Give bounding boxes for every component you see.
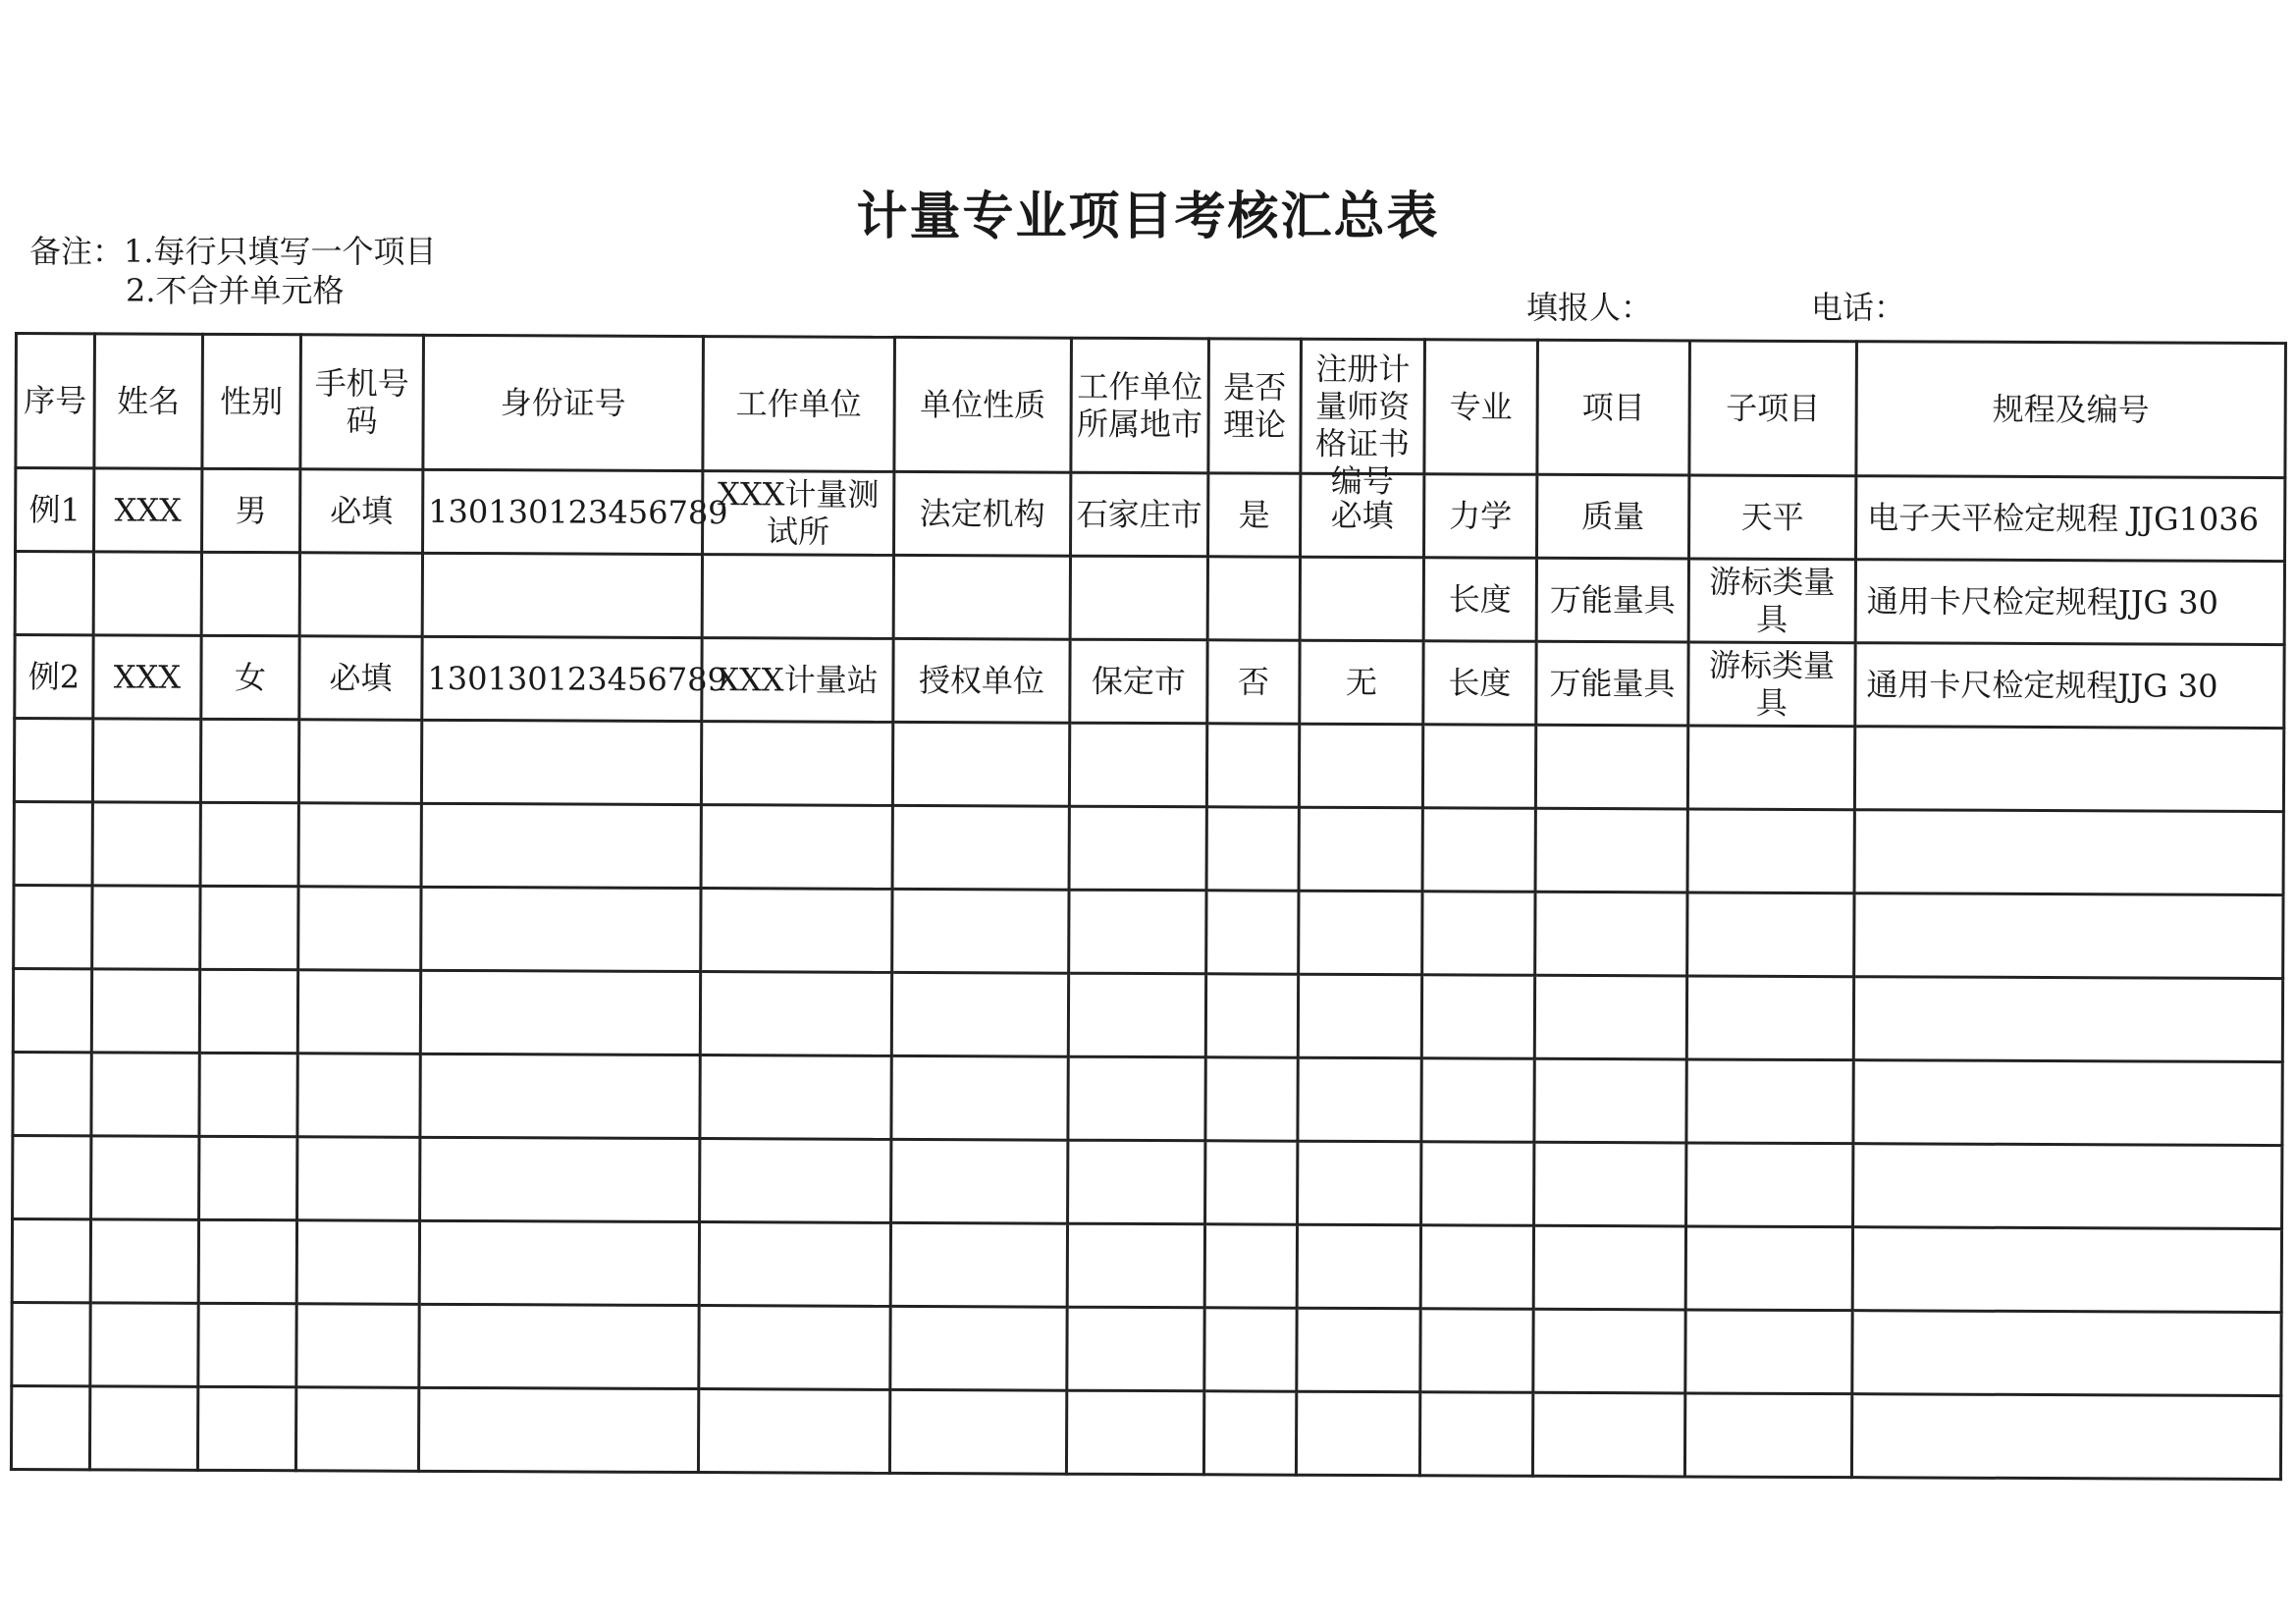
header-sub-item: 子项目 [1689, 341, 1857, 476]
table-row [13, 969, 2282, 1062]
empty-cell [419, 1220, 699, 1305]
empty-cell [701, 722, 892, 806]
empty-cell [418, 1387, 698, 1472]
empty-cell [1852, 1227, 2281, 1313]
empty-cell [1297, 1308, 1420, 1392]
table-row [12, 1302, 2281, 1395]
empty-cell [1532, 1392, 1684, 1477]
empty-cell [1067, 1307, 1204, 1391]
cell-unit-city [1070, 556, 1207, 640]
table-row [14, 886, 2283, 979]
empty-cell [889, 1389, 1066, 1474]
empty-cell [1533, 1225, 1685, 1310]
empty-cell [1687, 893, 1854, 977]
cell-name: XXX [93, 635, 201, 719]
empty-cell [1534, 1058, 1686, 1143]
empty-cell [1535, 892, 1687, 976]
header-regulation: 规程及编号 [1856, 342, 2286, 478]
empty-cell [1422, 892, 1535, 976]
cell-sub-item: 天平 [1689, 475, 1856, 560]
empty-cell [298, 720, 421, 804]
empty-cell [1685, 1310, 1852, 1394]
table-row [14, 719, 2283, 812]
empty-cell [1069, 723, 1206, 807]
cell-id-number: 130130123456789 [423, 469, 703, 554]
cell-certificate [1300, 557, 1423, 641]
empty-cell [1534, 975, 1686, 1059]
empty-cell [296, 1220, 419, 1305]
header-unit-nature: 单位性质 [894, 337, 1072, 472]
empty-cell [1203, 1391, 1296, 1475]
table-row [12, 1218, 2281, 1312]
empty-cell [199, 969, 297, 1053]
empty-cell [298, 887, 421, 971]
empty-cell [698, 1389, 889, 1474]
empty-cell [298, 803, 421, 888]
empty-cell [92, 802, 200, 886]
empty-cell [199, 1136, 297, 1219]
empty-cell [421, 720, 701, 804]
empty-cell [701, 805, 892, 890]
empty-cell [892, 889, 1069, 973]
empty-cell [198, 1303, 296, 1386]
empty-cell [1299, 724, 1422, 808]
header-certificate-text: 注册计量师资格证书编号 [1314, 350, 1411, 501]
empty-cell [1421, 1142, 1534, 1226]
empty-cell [296, 1304, 419, 1388]
table-row [15, 552, 2284, 645]
empty-cell [1068, 1140, 1205, 1224]
empty-cell [1686, 976, 1853, 1060]
cell-major: 长度 [1423, 641, 1536, 726]
note-line-1 [29, 232, 437, 271]
header-gender: 性别 [202, 334, 301, 468]
header-name: 姓名 [94, 334, 203, 468]
empty-cell [1420, 1225, 1533, 1310]
header-certificate [1301, 339, 1425, 501]
table-row [15, 635, 2284, 729]
cell-item: 万能量具 [1536, 641, 1688, 726]
empty-cell [1298, 1141, 1421, 1225]
empty-cell [14, 719, 92, 802]
empty-cell [198, 1219, 296, 1303]
empty-cell [1067, 1223, 1204, 1308]
cell-certificate: 必填 [1301, 473, 1424, 558]
header-item: 项目 [1537, 340, 1690, 475]
empty-cell [1852, 1311, 2281, 1396]
empty-cell [892, 805, 1069, 890]
cell-name: XXX [94, 468, 202, 552]
phone-label: 电话： [1811, 289, 1906, 326]
empty-cell [421, 803, 701, 888]
cell-item: 质量 [1537, 474, 1689, 559]
cell-certificate: 无 [1300, 640, 1423, 725]
notes [29, 232, 437, 310]
cell-work-unit: XXX计量测试所 [703, 471, 894, 556]
empty-cell [699, 1306, 890, 1390]
reporter-label: 填报人： [1526, 289, 1653, 326]
table-row [11, 1385, 2280, 1479]
empty-cell [420, 1137, 700, 1221]
empty-cell [12, 1218, 90, 1302]
empty-cell [1066, 1390, 1203, 1475]
empty-cell [199, 1053, 297, 1136]
cell-mobile [299, 553, 422, 637]
empty-cell [1298, 1057, 1421, 1142]
empty-cell [92, 719, 200, 802]
cell-theory: 是 [1208, 473, 1301, 557]
cell-sub-item: 游标类量具 [1688, 642, 1855, 727]
empty-cell [1421, 975, 1534, 1059]
empty-cell [1853, 1060, 2282, 1146]
empty-cell [699, 1222, 890, 1307]
empty-cell [891, 1055, 1068, 1140]
header-mobile: 手机号码 [300, 335, 424, 470]
empty-cell [200, 802, 298, 886]
empty-cell [13, 1135, 91, 1218]
empty-cell [1298, 974, 1421, 1058]
cell-regulation: 通用卡尺检定规程JJG 30 [1855, 643, 2284, 729]
cell-gender [201, 552, 299, 635]
empty-cell [1420, 1309, 1533, 1393]
empty-cell [295, 1387, 418, 1472]
empty-cell [892, 722, 1069, 806]
empty-cell [200, 886, 298, 969]
empty-cell [91, 1053, 199, 1136]
empty-cell [1687, 809, 1854, 893]
empty-cell [701, 889, 892, 973]
cell-gender: 女 [201, 635, 299, 719]
empty-cell [297, 1137, 420, 1221]
cell-gender: 男 [202, 468, 300, 552]
cell-work-unit [702, 555, 893, 639]
empty-cell [1422, 808, 1535, 893]
cell-work-unit: XXX计量站 [702, 638, 893, 723]
empty-cell [1419, 1392, 1532, 1477]
empty-cell [1533, 1309, 1685, 1393]
note-1-text: 1.每行只填写一个项目 [124, 233, 437, 270]
empty-cell [1297, 1224, 1420, 1309]
table-row [14, 802, 2283, 895]
header-seq: 序号 [16, 334, 95, 468]
header-id-number: 身份证号 [423, 335, 704, 470]
empty-cell [1853, 977, 2282, 1062]
cell-mobile: 必填 [300, 469, 423, 554]
cell-id-number [422, 553, 702, 637]
empty-cell [1535, 725, 1687, 809]
empty-cell [297, 1054, 420, 1138]
empty-cell [90, 1219, 198, 1303]
empty-cell [1421, 1058, 1534, 1143]
empty-cell [700, 1139, 891, 1223]
empty-cell [1069, 806, 1206, 891]
empty-cell [1069, 890, 1206, 974]
empty-cell [1851, 1394, 2280, 1480]
empty-cell [1296, 1391, 1419, 1476]
table-row [13, 1135, 2282, 1228]
cell-major: 力学 [1424, 474, 1537, 559]
notes-label: 备注： [29, 233, 125, 270]
summary-table [10, 332, 2287, 1481]
empty-cell [1299, 891, 1422, 975]
empty-cell [91, 969, 199, 1053]
empty-cell [1534, 1142, 1686, 1226]
empty-cell [14, 886, 92, 969]
empty-cell [11, 1385, 89, 1469]
empty-cell [89, 1386, 197, 1470]
cell-theory [1207, 557, 1300, 640]
document-title: 计量专业项目考核汇总表 [856, 187, 1440, 246]
empty-cell [1853, 1144, 2282, 1229]
cell-regulation: 电子天平检定规程 JJG1036 [1856, 476, 2285, 562]
empty-cell [700, 972, 891, 1056]
empty-cell [1204, 1308, 1297, 1391]
empty-cell [1206, 807, 1299, 891]
empty-cell [197, 1386, 295, 1470]
empty-cell [1206, 724, 1299, 807]
cell-id-number: 130130123456789 [422, 636, 702, 721]
empty-cell [13, 1052, 91, 1135]
cell-unit-nature [893, 555, 1070, 639]
table-row [16, 468, 2285, 562]
empty-cell [1299, 807, 1422, 892]
empty-cell [1205, 974, 1298, 1057]
empty-cell [700, 1055, 891, 1140]
cell-major: 长度 [1423, 558, 1536, 642]
cell-name [93, 552, 201, 635]
cell-seq: 例1 [16, 468, 94, 552]
table-body [11, 468, 2284, 1480]
empty-cell [890, 1222, 1067, 1307]
empty-cell [1686, 1059, 1853, 1144]
cell-unit-city: 保定市 [1070, 639, 1207, 724]
empty-cell [14, 802, 92, 886]
empty-cell [420, 1054, 700, 1138]
empty-cell [90, 1303, 198, 1386]
cell-unit-nature: 法定机构 [894, 471, 1071, 556]
table-row [13, 1052, 2282, 1145]
empty-cell [1684, 1393, 1851, 1478]
cell-unit-city: 石家庄市 [1071, 472, 1208, 557]
empty-cell [421, 887, 701, 971]
empty-cell [1854, 727, 2283, 812]
empty-cell [1854, 893, 2283, 979]
empty-cell [91, 1136, 199, 1219]
empty-cell [420, 970, 700, 1055]
empty-cell [890, 1306, 1067, 1390]
empty-cell [13, 969, 91, 1053]
header-major: 专业 [1424, 340, 1538, 475]
empty-cell [419, 1304, 699, 1388]
header-theory: 是否理论 [1208, 339, 1302, 473]
header-work-unit: 工作单位 [703, 337, 895, 472]
empty-cell [891, 972, 1068, 1056]
cell-mobile: 必填 [299, 636, 422, 721]
cell-seq: 例2 [15, 635, 93, 719]
empty-cell [891, 1139, 1068, 1223]
empty-cell [1206, 891, 1299, 974]
cell-item: 万能量具 [1536, 558, 1688, 642]
cell-theory: 否 [1207, 640, 1300, 724]
empty-cell [200, 719, 298, 802]
cell-sub-item: 游标类量具 [1688, 559, 1855, 643]
empty-cell [1854, 810, 2283, 895]
cell-seq [15, 552, 93, 635]
note-line-2: 2.不合并单元格 [126, 272, 345, 309]
empty-cell [1204, 1224, 1297, 1308]
empty-cell [1535, 808, 1687, 893]
empty-cell [1205, 1057, 1298, 1141]
empty-cell [1685, 1226, 1852, 1311]
empty-cell [1422, 725, 1535, 809]
cell-unit-nature: 授权单位 [893, 638, 1070, 723]
empty-cell [1068, 1056, 1205, 1141]
empty-cell [1205, 1141, 1298, 1224]
empty-cell [1686, 1143, 1853, 1227]
empty-cell [12, 1302, 90, 1385]
empty-cell [297, 970, 420, 1055]
empty-cell [1068, 973, 1205, 1057]
cell-regulation: 通用卡尺检定规程JJG 30 [1855, 560, 2284, 645]
empty-cell [92, 886, 200, 969]
table-header-row [16, 334, 2286, 478]
header-unit-city: 工作单位所属地市 [1071, 338, 1209, 473]
empty-cell [1687, 726, 1854, 810]
